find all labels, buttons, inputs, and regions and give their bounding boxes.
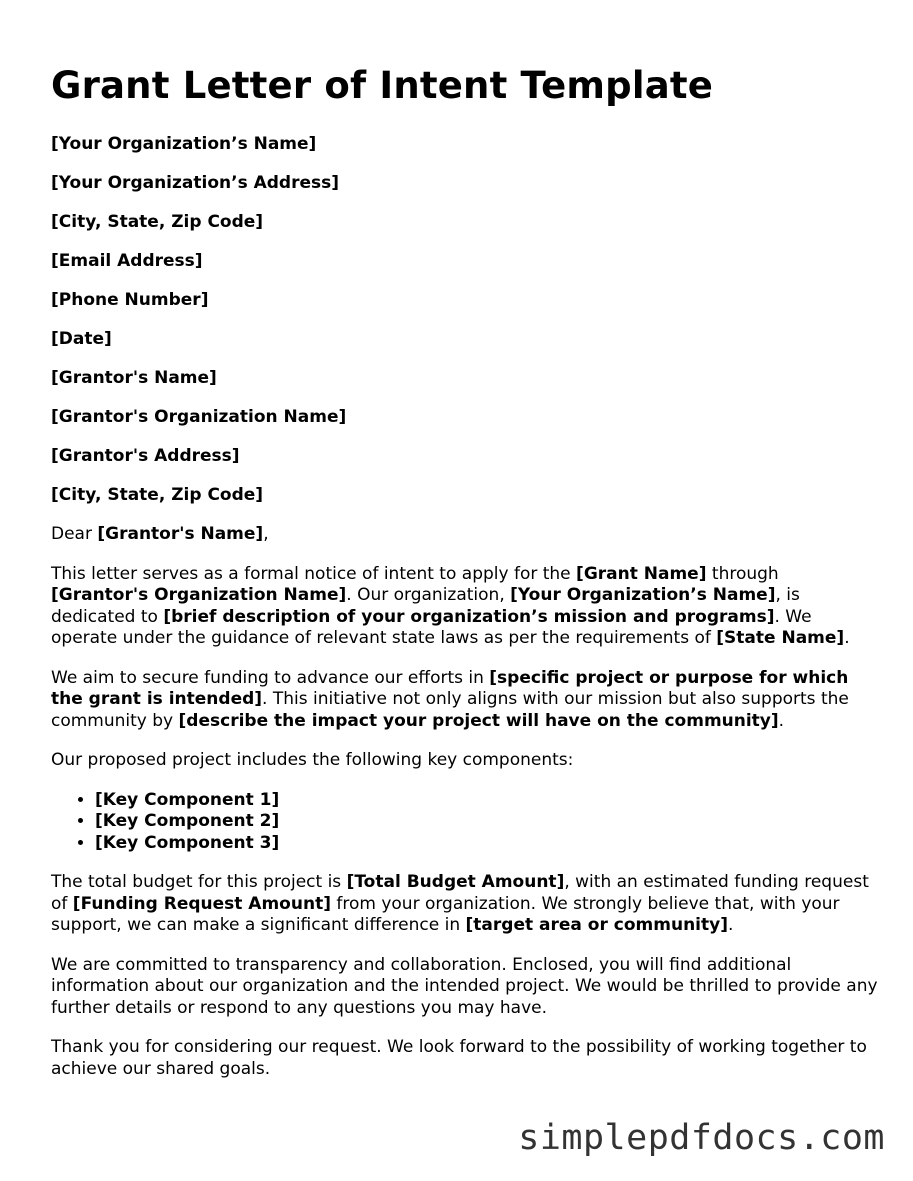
placeholder-org-name: [Your Organization’s Name] — [510, 585, 776, 605]
text-run: This letter serves as a formal notice of intent to apply for the — [51, 563, 577, 584]
paragraph-budget — [51, 872, 881, 937]
list-item: • [Key Component 2] — [95, 811, 881, 833]
grantor-address-line: [Grantor's Address] — [51, 446, 240, 466]
placeholder-grantor-org: [Grantor's Organization Name] — [51, 585, 347, 605]
text-run: , with an estimated funding request of — [51, 872, 869, 914]
org-name-line: [Your Organization’s Name] — [51, 134, 317, 154]
watermark-text: simplepdfdocs.com — [518, 1118, 885, 1158]
list-item: • [Key Component 3] — [95, 833, 881, 855]
placeholder-project: [specific project or purpose for which the grant is intended] — [51, 667, 849, 709]
salutation-prefix: Dear — [51, 524, 98, 544]
email-line: [Email Address] — [51, 251, 203, 271]
paragraph-components-intro: Our proposed project includes the following key components: — [51, 750, 574, 770]
grantor-city-line: [City, State, Zip Code] — [51, 485, 264, 505]
grantor-name-line: [Grantor's Name] — [51, 368, 217, 388]
salutation — [51, 524, 881, 546]
grantor-org-line: [Grantor's Organization Name] — [51, 407, 347, 427]
placeholder-funding-request: [Funding Request Amount] — [72, 893, 331, 914]
text-run: . Our organization, — [346, 585, 511, 605]
address-block — [51, 134, 881, 506]
text-run: . — [844, 628, 850, 648]
placeholder-state-name: [State Name] — [716, 628, 845, 648]
placeholder-grant-name: [Grant Name] — [576, 563, 707, 584]
list-item: • [Key Component 1] — [95, 790, 881, 812]
placeholder-impact: [describe the impact your project will have on the community] — [178, 710, 779, 731]
text-run: . We operate under the guidance of relevant state laws as per the requirements of — [51, 606, 812, 648]
text-run: . — [778, 710, 785, 731]
text-run: , is dedicated to — [51, 585, 800, 627]
paragraph-closing: Thank you for considering our request. We look forward to the possibility of working together to achieve our shared goals. — [51, 1037, 867, 1079]
page-title: Grant Letter of Intent Template — [51, 64, 714, 107]
text-run: through — [706, 563, 779, 584]
org-city-line: [City, State, Zip Code] — [51, 212, 264, 232]
placeholder-total-budget: [Total Budget Amount] — [346, 872, 565, 892]
text-run: . — [727, 915, 734, 935]
text-run: The total budget for this project is — [51, 872, 347, 892]
org-address-line: [Your Organization’s Address] — [51, 173, 340, 193]
placeholder-target-area: [target area or community] — [465, 915, 728, 935]
salutation-name: [Grantor's Name] — [97, 524, 264, 544]
text-run: . This initiative not only aligns with our mission but also supports the community by — [51, 689, 849, 731]
text-run: from your organization. We strongly believe that, with your support, we can make a significant difference in — [51, 893, 840, 935]
salutation-suffix: , — [263, 524, 269, 544]
paragraph-intent — [51, 564, 881, 650]
text-run: We aim to secure funding to advance our efforts in — [51, 667, 490, 688]
components-list — [51, 790, 881, 855]
placeholder-mission: [brief description of your organization’s mission and programs] — [163, 606, 775, 627]
date-line: [Date] — [51, 329, 112, 349]
paragraph-transparency: We are committed to transparency and collaboration. Enclosed, you will find additional information about our organization and the intended project. We would be thrilled to provide any further details or respond to any questions you may have. — [51, 954, 878, 1018]
paragraph-purpose — [51, 668, 881, 733]
letter-page — [51, 62, 881, 1080]
phone-line: [Phone Number] — [51, 290, 209, 310]
